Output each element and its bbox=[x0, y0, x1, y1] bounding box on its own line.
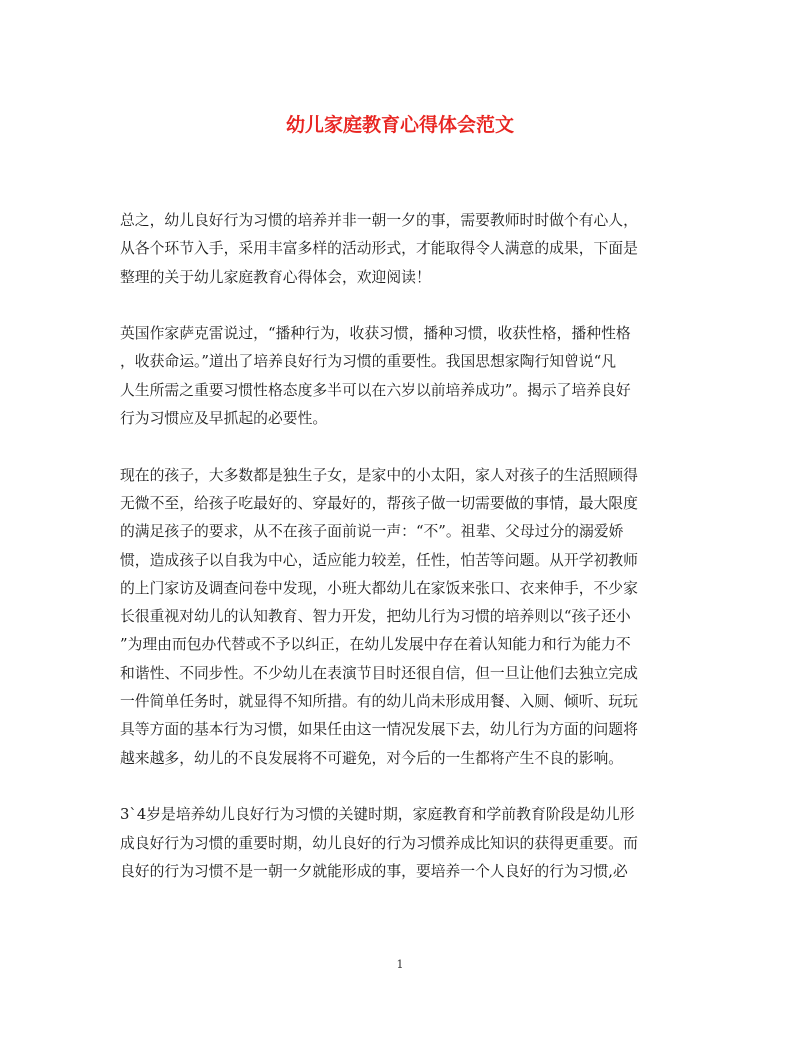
paragraph-line: 从各个环节入手，采用丰富多样的活动形式，才能取得令人满意的成果，下面是 bbox=[120, 240, 638, 258]
paragraph-intro bbox=[120, 207, 680, 292]
paragraph-line: ”为理由而包办代替或不予以纠正，在幼儿发展中存在着认知能力和行为能力不 bbox=[120, 636, 631, 654]
paragraph-line: 的满足孩子的要求，从不在孩子面前说一声：“不”。祖辈、父母过分的溺爱娇 bbox=[120, 523, 624, 541]
document-body bbox=[120, 207, 680, 914]
paragraph-line: 一件简单任务时，就显得不知所措。有的幼儿尚未形成用餐、入厕、倾听、玩玩 bbox=[120, 693, 638, 711]
paragraph-line: 总之，幼儿良好行为习惯的培养并非一朝一夕的事，需要教师时时做个有心人， bbox=[120, 212, 638, 229]
document-title: 幼儿家庭教育心得体会范文 bbox=[285, 114, 514, 136]
paragraph-key-period bbox=[120, 801, 680, 886]
paragraph-line: 惯，造成孩子以自我为中心，适应能力较差，任性，怕苦等问题。从开学初教师 bbox=[120, 551, 638, 569]
paragraph-quote bbox=[120, 320, 680, 433]
paragraph-line: 成良好行为习惯的重要时期，幼儿良好的行为习惯养成比知识的获得更重要。而 bbox=[120, 834, 638, 852]
paragraph-line: 长很重视对幼儿的认知教育、智力开发，把幼儿行为习惯的培养则以“孩子还小 bbox=[120, 608, 631, 626]
page-number: 1 bbox=[396, 958, 404, 971]
paragraph-line: 具等方面的基本行为习惯，如果任由这一情况发展下去，幼儿行为方面的问题将 bbox=[120, 721, 638, 739]
paragraph-line: 整理的关于幼儿家庭教育心得体会，欢迎阅读！ bbox=[120, 268, 431, 286]
paragraph-line: 良好的行为习惯不是一朝一夕就能形成的事，要培养一个人良好的行为习惯,必 bbox=[120, 862, 628, 880]
paragraph-line: 现在的孩子，大多数都是独生子女，是家中的小太阳，家人对孩子的生活照顾得 bbox=[120, 466, 638, 484]
paragraph-line: 人生所需之重要习惯性格态度多半可以在六岁以前培养成功”。揭示了培养良好 bbox=[120, 381, 631, 399]
paragraph-line: 越来越多，幼儿的不良发展将不可避免，对今后的一生都将产生不良的影响。 bbox=[120, 749, 624, 767]
paragraph-line: 英国作家萨克雷说过，“播种行为，收获习惯，播种习惯，收获性格，播种性格 bbox=[120, 325, 631, 343]
paragraph-line: 行为习惯应及早抓起的必要性。 bbox=[120, 410, 328, 428]
paragraph-line: 和谐性、不同步性。不少幼儿在表演节目时还很自信，但一旦让他们去独立完成 bbox=[120, 664, 638, 682]
paragraph-current-situation bbox=[120, 462, 680, 773]
paragraph-line: 无微不至，给孩子吃最好的、穿最好的，帮孩子做一切需要做的事情，最大限度 bbox=[120, 494, 638, 512]
paragraph-line: 的上门家访及调查问卷中发现，小班大都幼儿在家饭来张口、衣来伸手，不少家 bbox=[120, 579, 638, 597]
paragraph-line: ，收获命运。”道出了培养良好行为习惯的重要性。我国思想家陶行知曾说“凡 bbox=[120, 353, 617, 371]
paragraph-line: 3`4岁是培养幼儿良好行为习惯的关键时期，家庭教育和学前教育阶段是幼儿形 bbox=[120, 806, 635, 824]
